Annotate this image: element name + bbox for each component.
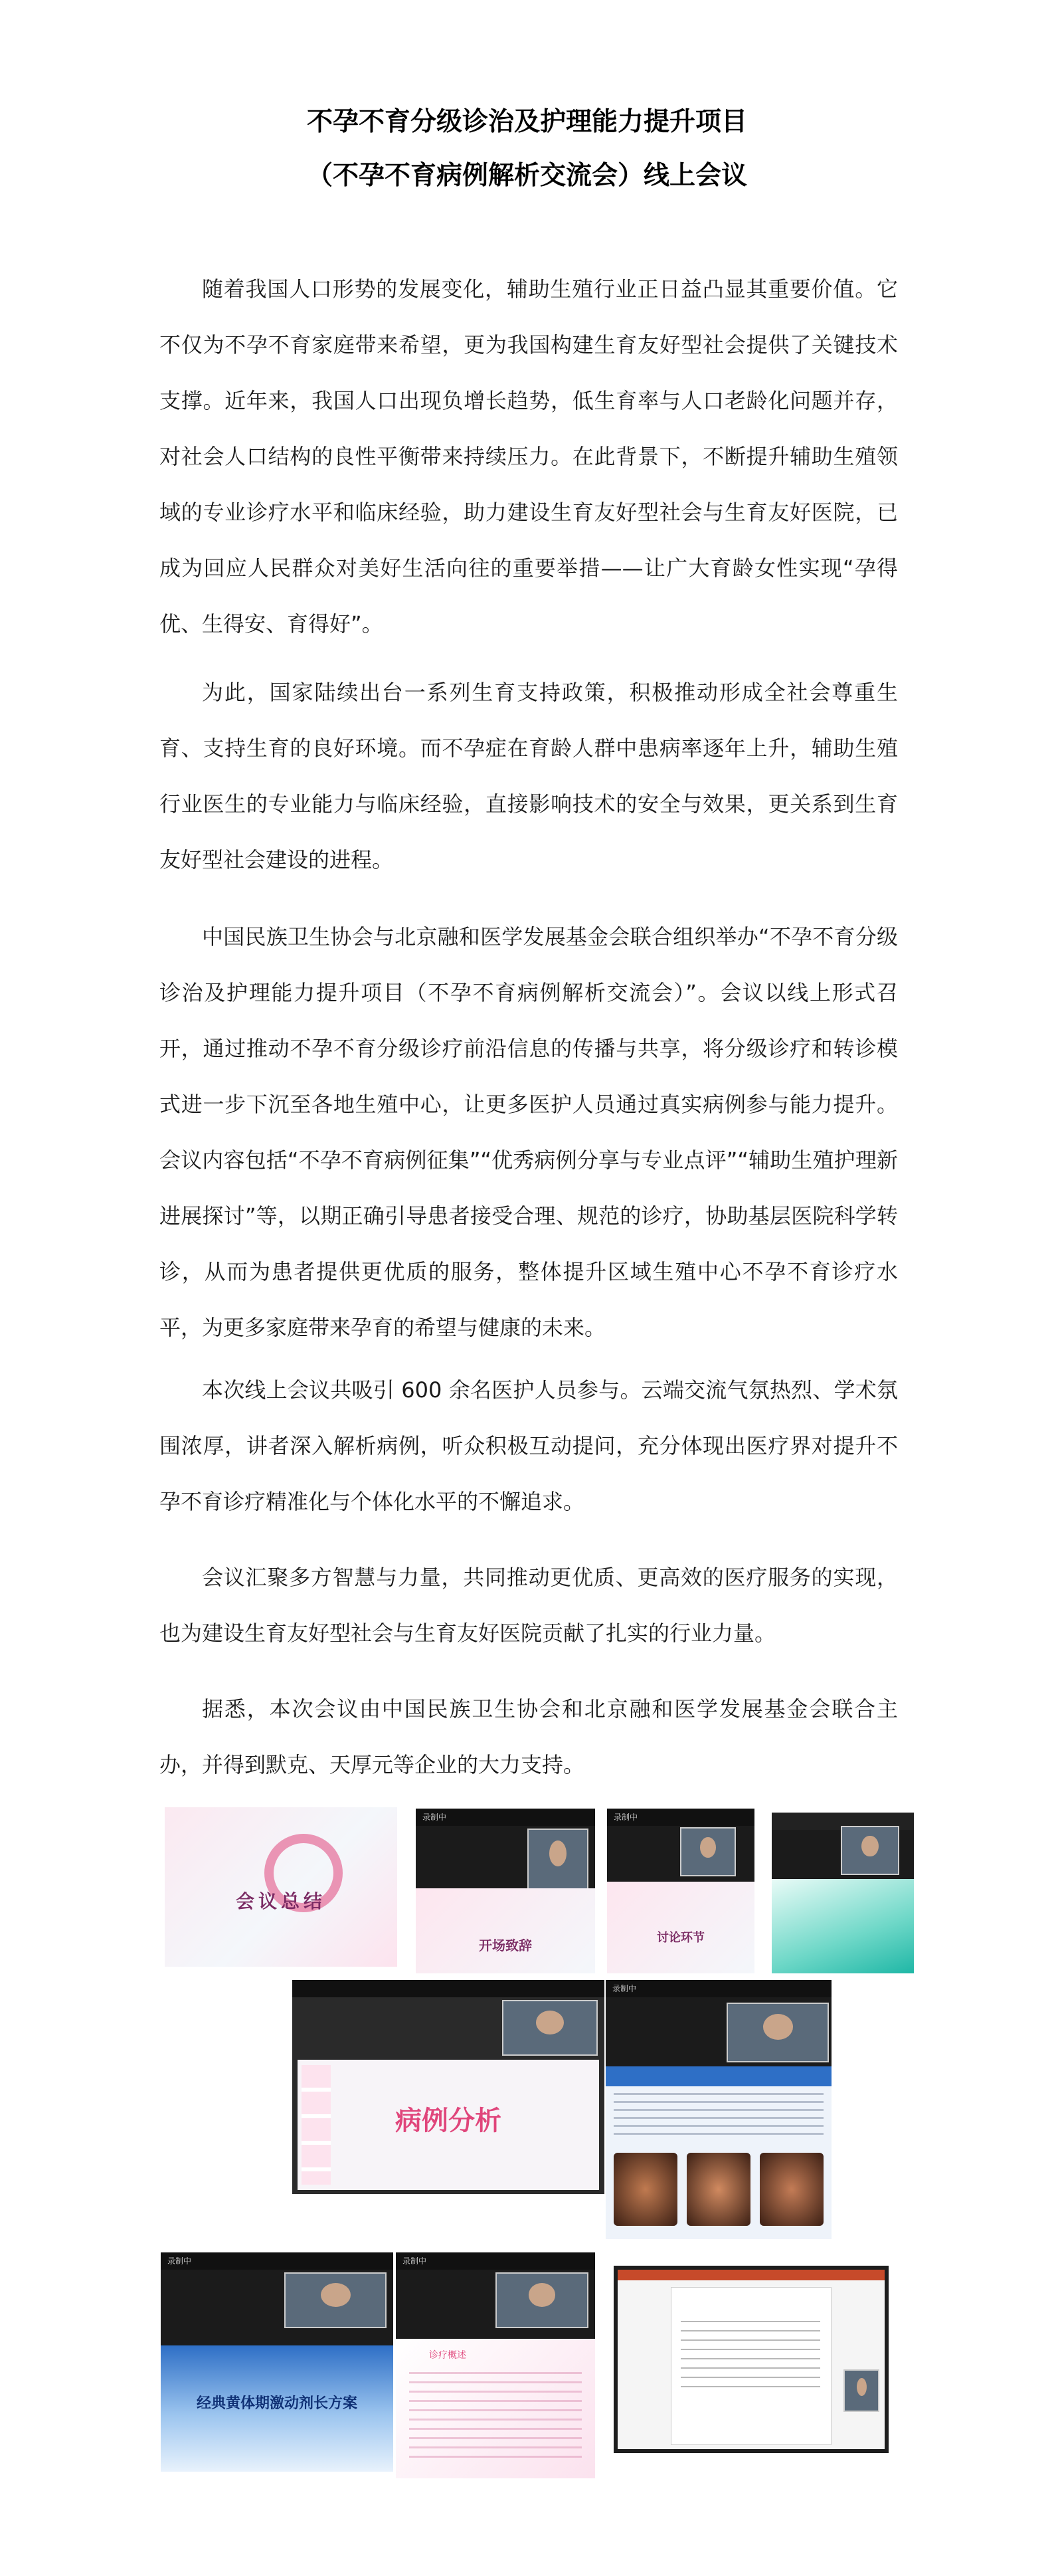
paragraph-intro: 随着我国人口形势的发展变化，辅助生殖行业正日益凸显其重要价值。它不仅为不孕不育家庭带来希望，更为我国构建生育友好型社会提供了关键技术支撑。近年来，我国人口出现负增长趋势，低生育率与人口老龄化问题并存，对社会人口结构的良性平衡带来持续压力。在此背景下，不断提升辅助生殖领域的专业诊疗水平和临床经验，助力建设生育友好型社会与生育友好医院，已成为回应人民群众对美好生活向往的重要举措——让广大育龄女性实现“孕得优、生得安、育得好”。 [159, 276, 898, 637]
photo-opening-speech [416, 1809, 595, 1973]
slide-protocol [161, 2345, 393, 2472]
slide-opening [416, 1888, 595, 1973]
ultrasound-image-2 [687, 2153, 750, 2226]
speaker-camera [841, 1826, 899, 1875]
slide-case-analysis [298, 2060, 599, 2190]
slide-protocol-title: 经典黄体期激动剂长方案 [196, 2395, 357, 2412]
speaker-camera [727, 2003, 829, 2062]
recording-label: 录制中 [612, 1984, 637, 1993]
photo-document-slide [614, 2266, 889, 2453]
article-title-line1: 不孕不育分级诊治及护理能力提升项目 [306, 107, 747, 137]
slide-text-lines [409, 2372, 582, 2465]
paragraph-impact: 会议汇聚多方智慧与力量，共同推动更优质、更高效的医疗服务的实现，也为建设生育友好型社会与生育友好医院贡献了扎实的行业力量。 [159, 1565, 898, 1646]
slide-discussion-title: 讨论环节 [657, 1931, 705, 1945]
paragraph-policy: 为此，国家陆续出台一系列生育支持政策，积极推动形成全社会尊重生育、支持生育的良好环境。而不孕症在育龄人群中患病率逐年上升，辅助生殖行业医生的专业能力与临床经验，直接影响技术的安全与效果，更关系到生育友好型社会建设的进程。 [159, 680, 898, 872]
speaker-camera [502, 2000, 598, 2056]
slide-case-analysis-title: 病例分析 [395, 2106, 501, 2136]
slide-discussion [607, 1882, 754, 1973]
photo-case-analysis [292, 1980, 604, 2194]
slide-document-page [671, 2287, 832, 2445]
slide-document-toolbar [618, 2270, 885, 2280]
slide-summary [165, 1807, 397, 1967]
slide-imaging-header [606, 2066, 832, 2086]
paragraph-attendance: 本次线上会议共吸引 600 余名医护人员参与。云端交流气氛热烈、学术氛围浓厚，讲者深入解析病例，听众积极互动提问，充分体现出医疗界对提升不孕不育诊疗精准化与个体化水平的不懈追求。 [159, 1377, 898, 1514]
slide-opening-title: 开场致辞 [479, 1937, 532, 1953]
photo-summary-slide [165, 1807, 397, 1967]
speaker-camera [495, 2272, 588, 2328]
slide-imaging [606, 2066, 832, 2239]
photo-discussion [607, 1809, 754, 1973]
photo-protocol-slide [161, 2252, 393, 2472]
ultrasound-image-1 [614, 2153, 677, 2226]
recording-label: 录制中 [614, 1813, 638, 1822]
article-title-line2: （不孕不育病例解析交流会）线上会议 [306, 161, 747, 191]
paragraph-sponsors: 据悉，本次会议由中国民族卫生协会和北京融和医学发展基金会联合主办，并得到默克、天厚元等企业的大力支持。 [159, 1696, 898, 1777]
recording-label: 录制中 [422, 1813, 447, 1822]
speaker-camera [843, 2369, 879, 2412]
slide-overview [396, 2339, 595, 2478]
slide-overview-title: 诊疗概述 [429, 2350, 466, 2361]
slide-text-lines [681, 2321, 820, 2394]
speaker-camera [680, 1827, 736, 1876]
photo-overview-slide [396, 2252, 595, 2478]
speaker-camera [284, 2272, 387, 2328]
recording-label: 录制中 [402, 2256, 427, 2266]
speaker-camera [527, 1829, 588, 1890]
slide-text-lines [614, 2093, 824, 2139]
photo-imaging-slide [606, 1980, 832, 2239]
slide-teal [772, 1879, 914, 1973]
slide-document [618, 2270, 885, 2449]
paragraph-organizers: 中国民族卫生协会与北京融和医学发展基金会联合组织举办“不孕不育分级诊治及护理能力提升项目（不孕不育病例解析交流会）”。会议以线上形式召开，通过推动不孕不育分级诊疗前沿信息的传播与共享，将分级诊疗和转诊模式进一步下沉至各地生殖中心，让更多医护人员通过真实病例参与能力提升。会议内容包括“不孕不育病例征集”“优秀病例分享与专业点评”“辅助生殖护理新进展探讨”等，以期正确引导患者接受合理、规范的诊疗，协助基层医院科学转诊，从而为患者提供更优质的服务，整体提升区域生殖中心不孕不育诊疗水平，为更多家庭带来孕育的希望与健康的未来。 [159, 924, 898, 1340]
slide-summary-title: 会议总结 [235, 1890, 326, 1912]
photo-teal-slide [772, 1813, 914, 1973]
recording-label: 录制中 [167, 2256, 192, 2266]
ultrasound-image-3 [760, 2153, 824, 2226]
